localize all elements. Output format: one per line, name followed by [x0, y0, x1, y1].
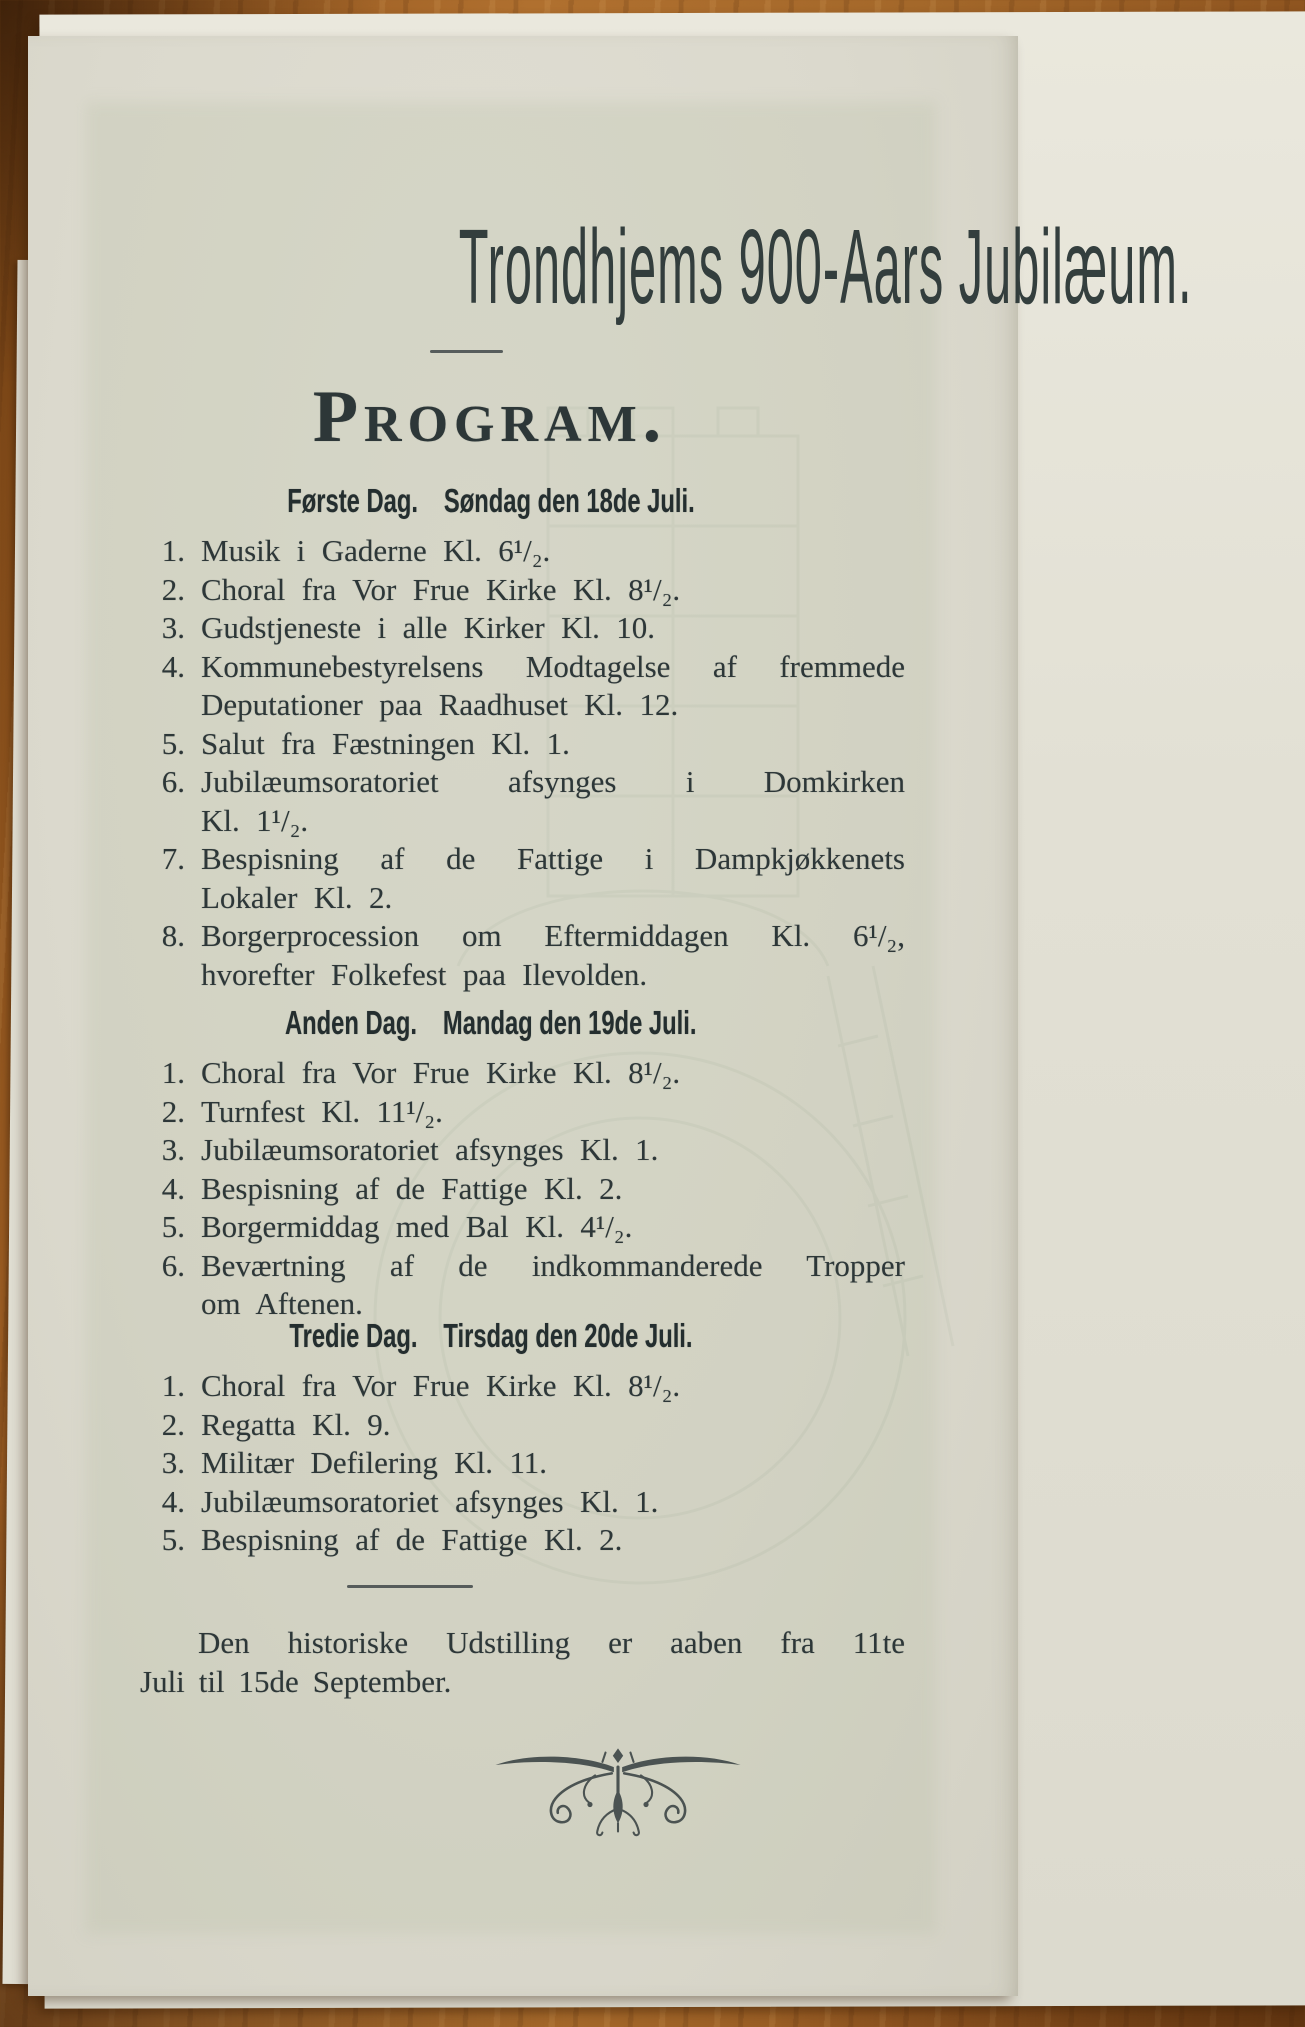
program-item: [140, 1131, 905, 1170]
item-number: 4.: [161, 1170, 185, 1206]
item-line: Beværtning af de indkommanderede Tropper: [201, 1247, 905, 1283]
divider-rule-top: [430, 350, 503, 353]
item-number: 1.: [161, 533, 185, 568]
item-line: Borgerprocession om Eftermiddagen Kl. 6¹/₂,: [201, 918, 905, 953]
item-line: Choral fra Vor Frue Kirke Kl. 8¹/₂.: [201, 1368, 681, 1403]
item-number: 5.: [161, 725, 185, 761]
flourish-ornament-icon: [483, 1744, 753, 1838]
program-item: [140, 1444, 905, 1483]
program-item: [140, 917, 905, 994]
day-heading: [28, 1318, 1018, 1361]
exhibition-note-line: Juli til 15de September.: [140, 1663, 452, 1699]
item-line: Borgermiddag med Bal Kl. 4¹/₂.: [201, 1209, 633, 1244]
program-item: [140, 609, 905, 648]
day-section-3: [28, 1318, 1018, 1560]
program-item: [140, 532, 905, 571]
item-line: Salut fra Fæstningen Kl. 1.: [201, 725, 570, 761]
item-line: Bespisning af de Fattige Kl. 2.: [201, 1170, 623, 1206]
item-number: 8.: [161, 918, 185, 953]
day-label: Tredie Dag.: [289, 1317, 418, 1354]
program-heading: Program.: [312, 376, 668, 458]
item-line: Kl. 1¹/₂.: [201, 802, 309, 838]
item-line: Jubilæumsoratoriet afsynges Kl. 1.: [201, 1132, 659, 1167]
day-date: Mandag den 19de Juli.: [443, 1004, 697, 1041]
program-item: [140, 1054, 905, 1093]
program-item: [140, 1406, 905, 1445]
day-heading: [28, 1005, 1018, 1048]
program-item: [140, 1483, 905, 1522]
item-line: Militær Defilering Kl. 11.: [201, 1445, 548, 1480]
item-number: 5.: [161, 1522, 185, 1557]
item-line: Choral fra Vor Frue Kirke Kl. 8¹/₂.: [201, 1055, 681, 1090]
day-label: Anden Dag.: [285, 1004, 418, 1041]
program-item: [140, 725, 905, 764]
program-list: [140, 1367, 905, 1560]
day-date: Tirsdag den 20de Juli.: [443, 1317, 693, 1354]
item-line: Bespisning af de Fattige i Dampkjøkkenets: [201, 841, 905, 876]
day-date: Søndag den 18de Juli.: [443, 482, 695, 519]
item-line: Kommunebestyrelsens Modtagelse af fremmede: [201, 648, 905, 684]
day-section-1: [28, 483, 1018, 994]
program-item: [140, 1093, 905, 1132]
program-item: [140, 763, 905, 840]
item-line: Gudstjeneste i alle Kirker Kl. 10.: [201, 610, 656, 645]
item-line: Turnfest Kl. 11¹/₂.: [201, 1093, 443, 1129]
day-label: Første Dag.: [287, 482, 418, 519]
item-number: 6.: [161, 764, 185, 799]
program-list: [140, 1054, 905, 1324]
item-line: Lokaler Kl. 2.: [201, 879, 393, 915]
item-line: Musik i Gaderne Kl. 6¹/₂.: [201, 533, 551, 568]
item-line: Deputationer paa Raadhuset Kl. 12.: [201, 687, 679, 722]
program-item: [140, 648, 905, 725]
item-number: 3.: [161, 1445, 185, 1480]
item-number: 2.: [161, 1093, 185, 1129]
document-title-text: Trondhjems 900-Aars Jubilæum.: [458, 208, 1193, 326]
item-number: 4.: [161, 1483, 185, 1519]
item-line: Choral fra Vor Frue Kirke Kl. 8¹/₂.: [201, 571, 681, 607]
item-number: 2.: [161, 1406, 185, 1442]
item-number: 1.: [161, 1368, 185, 1403]
exhibition-note-line: Den historiske Udstilling er aaben fra 11te: [198, 1625, 905, 1660]
exhibition-note: [140, 1624, 905, 1701]
item-line: hvorefter Folkefest paa Ilevolden.: [201, 956, 648, 992]
program-item: [140, 1208, 905, 1247]
program-list: [140, 532, 905, 994]
divider-rule-bottom: [347, 1585, 473, 1588]
item-number: 4.: [161, 648, 185, 684]
item-line: Jubilæumsoratoriet afsynges i Domkirken: [201, 764, 905, 799]
program-item: [140, 840, 905, 917]
document-title: [28, 208, 1193, 326]
item-line: Regatta Kl. 9.: [201, 1406, 391, 1442]
day-section-2: [28, 1005, 1018, 1324]
item-number: 3.: [161, 610, 185, 645]
program-item: [140, 1521, 905, 1560]
item-line: om Aftenen.: [201, 1286, 363, 1321]
program-item: [140, 1367, 905, 1406]
program-item: [140, 571, 905, 610]
item-number: 2.: [161, 571, 185, 607]
item-number: 5.: [161, 1209, 185, 1244]
item-line: Bespisning af de Fattige Kl. 2.: [201, 1522, 623, 1557]
item-number: 3.: [161, 1132, 185, 1167]
item-line: Jubilæumsoratoriet afsynges Kl. 1.: [201, 1483, 659, 1519]
program-item: [140, 1247, 905, 1324]
day-heading: [28, 483, 1018, 526]
item-number: 6.: [161, 1247, 185, 1283]
program-item: [140, 1170, 905, 1209]
item-number: 1.: [161, 1055, 185, 1090]
program-page: [28, 36, 1193, 1996]
item-number: 7.: [161, 841, 185, 876]
